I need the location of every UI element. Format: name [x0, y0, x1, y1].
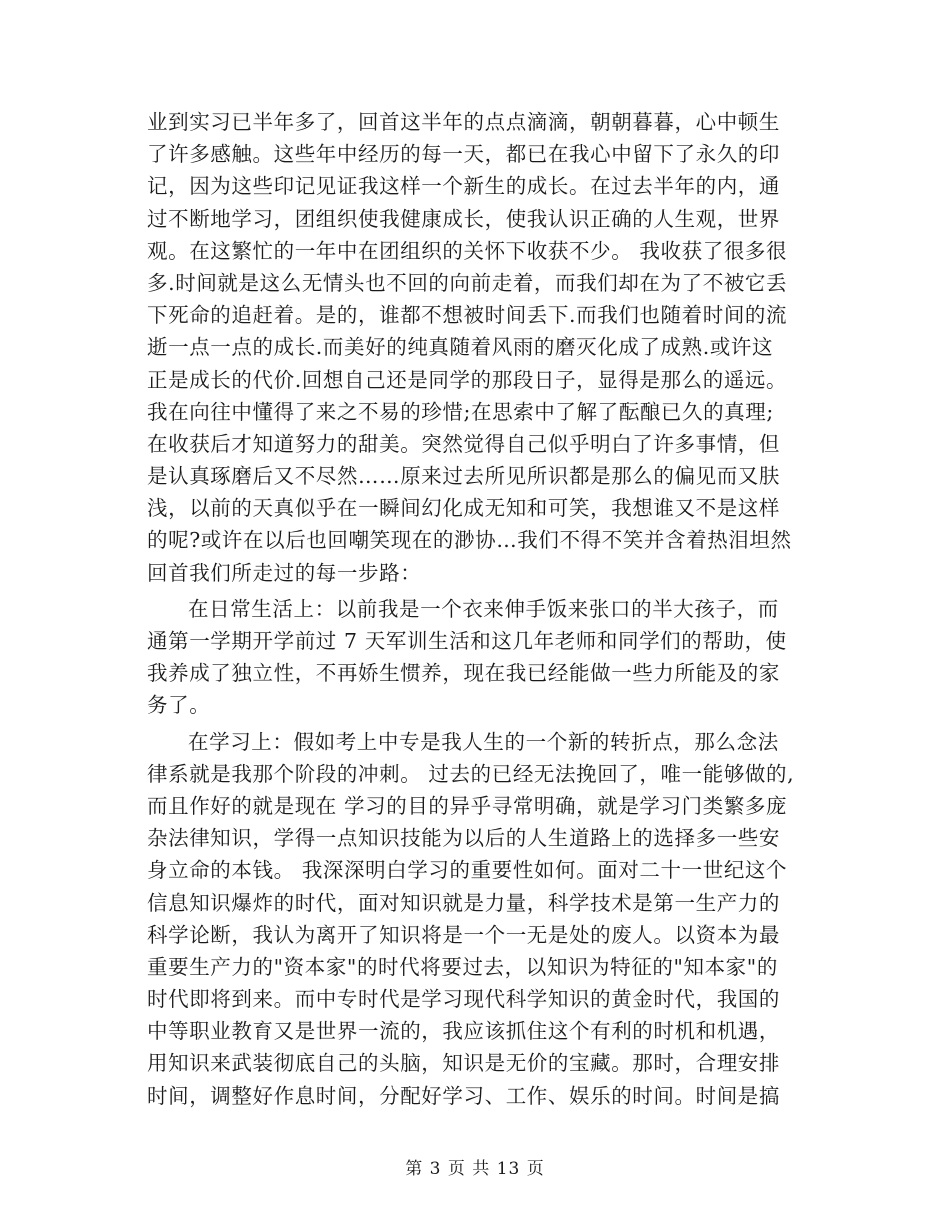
text-line: 律系就是我那个阶段的冲刺。 过去的已经无法挽回了，唯一能够做的,: [147, 761, 795, 786]
page-footer: 第 3 页 共 13 页: [405, 1159, 545, 1179]
paragraph: [147, 106, 807, 589]
text-line: 观。在这繁忙的一年中在团组织的关怀下收获不少。 我收获了很多很: [147, 238, 788, 263]
text-line: 重要生产力的"资本家"的时代将要过去，以知识为特征的"知本家"的: [147, 954, 778, 979]
text-line: 是认真琢磨后又不尽然……原来过去所见所识都是那么的偏见而又肤: [147, 464, 780, 489]
text-line: 回首我们所走过的每一步路：: [147, 560, 422, 585]
text-line: 过不断地学习，团组织使我健康成长，使我认识正确的人生观，世界: [147, 206, 780, 231]
text-line: 记，因为这些印记见证我这样一个新生的成长。在过去半年的内，通: [147, 174, 780, 199]
text-line: 杂法律知识，学得一点知识技能为以后的人生道路上的选择多一些安: [147, 826, 780, 851]
text-line: 通第一学期开学前过 7 天军训生活和这几年老师和同学们的帮助，使: [147, 629, 787, 653]
text-line: 科学论断，我认为离开了知识将是一个一无是处的废人。以资本为最: [147, 922, 780, 947]
text-line: 下死命的追赶着。是的，谁都不想被时间丢下.而我们也随着时间的流: [147, 303, 788, 328]
text-line: 信息知识爆炸的时代，面对知识就是力量，科学技术是第一生产力的: [147, 890, 780, 915]
text-line: 多.时间就是这么无情头也不回的向前走着，而我们却在为了不被它丢: [147, 270, 788, 295]
text-line: 在日常生活上：以前我是一个衣来伸手饭来张口的半大孩子，而: [188, 596, 779, 621]
text-line: 时代即将到来。而中专时代是学习现代科学知识的黄金时代，我国的: [147, 987, 780, 1012]
text-line: 逝一点一点的成长.而美好的纯真随着风雨的磨灭化成了成熟.或许这: [147, 335, 774, 360]
paragraph: [147, 726, 807, 1112]
text-line: 浅，以前的天真似乎在一瞬间幻化成无知和可笑，我想谁又不是这样: [147, 496, 780, 521]
text-line: 务了。: [147, 693, 211, 718]
text-line: 的呢?或许在以后也回嘲笑现在的渺协…我们不得不笑并含着热泪坦然: [147, 528, 792, 553]
text-line: 在学习上：假如考上中专是我人生的一个新的转折点，那么念法: [188, 729, 779, 754]
text-line: 我在向往中懂得了来之不易的珍惜;在思索中了解了酝酿已久的真理;: [147, 399, 774, 424]
text-line: 身立命的本钱。 我深深明白学习的重要性如何。面对二十一世纪这个: [147, 858, 788, 883]
text-line: 我养成了独立性，不再娇生惯养，现在我已经能做一些力所能及的家: [147, 661, 780, 686]
text-line: 业到实习已半年多了，回首这半年的点点滴滴，朝朝暮暮，心中顿生: [147, 110, 780, 134]
text-line: 用知识来武装彻底自己的头脑，知识是无价的宝藏。那时，合理安排: [147, 1051, 780, 1076]
text-line: 正是成长的代价.回想自己还是同学的那段日子，显得是那么的遥远。: [147, 367, 788, 392]
paragraph: [147, 593, 807, 722]
text-line: 而且作好的就是现在 学习的目的异乎寻常明确，就是学习门类繁多庞: [147, 793, 788, 818]
text-line: 时间，调整好作息时间，分配好学习、工作、娱乐的时间。时间是搞: [147, 1083, 780, 1108]
text-line: 中等职业教育又是世界一流的，我应该抓住这个有利的时机和机遇，: [147, 1019, 780, 1044]
document-body: [147, 106, 807, 1112]
text-line: 了许多感触。这些年中经历的每一天，都已在我心中留下了永久的印: [147, 142, 780, 167]
text-line: 在收获后才知道努力的甜美。突然觉得自己似乎明白了许多事情，但: [147, 431, 780, 456]
